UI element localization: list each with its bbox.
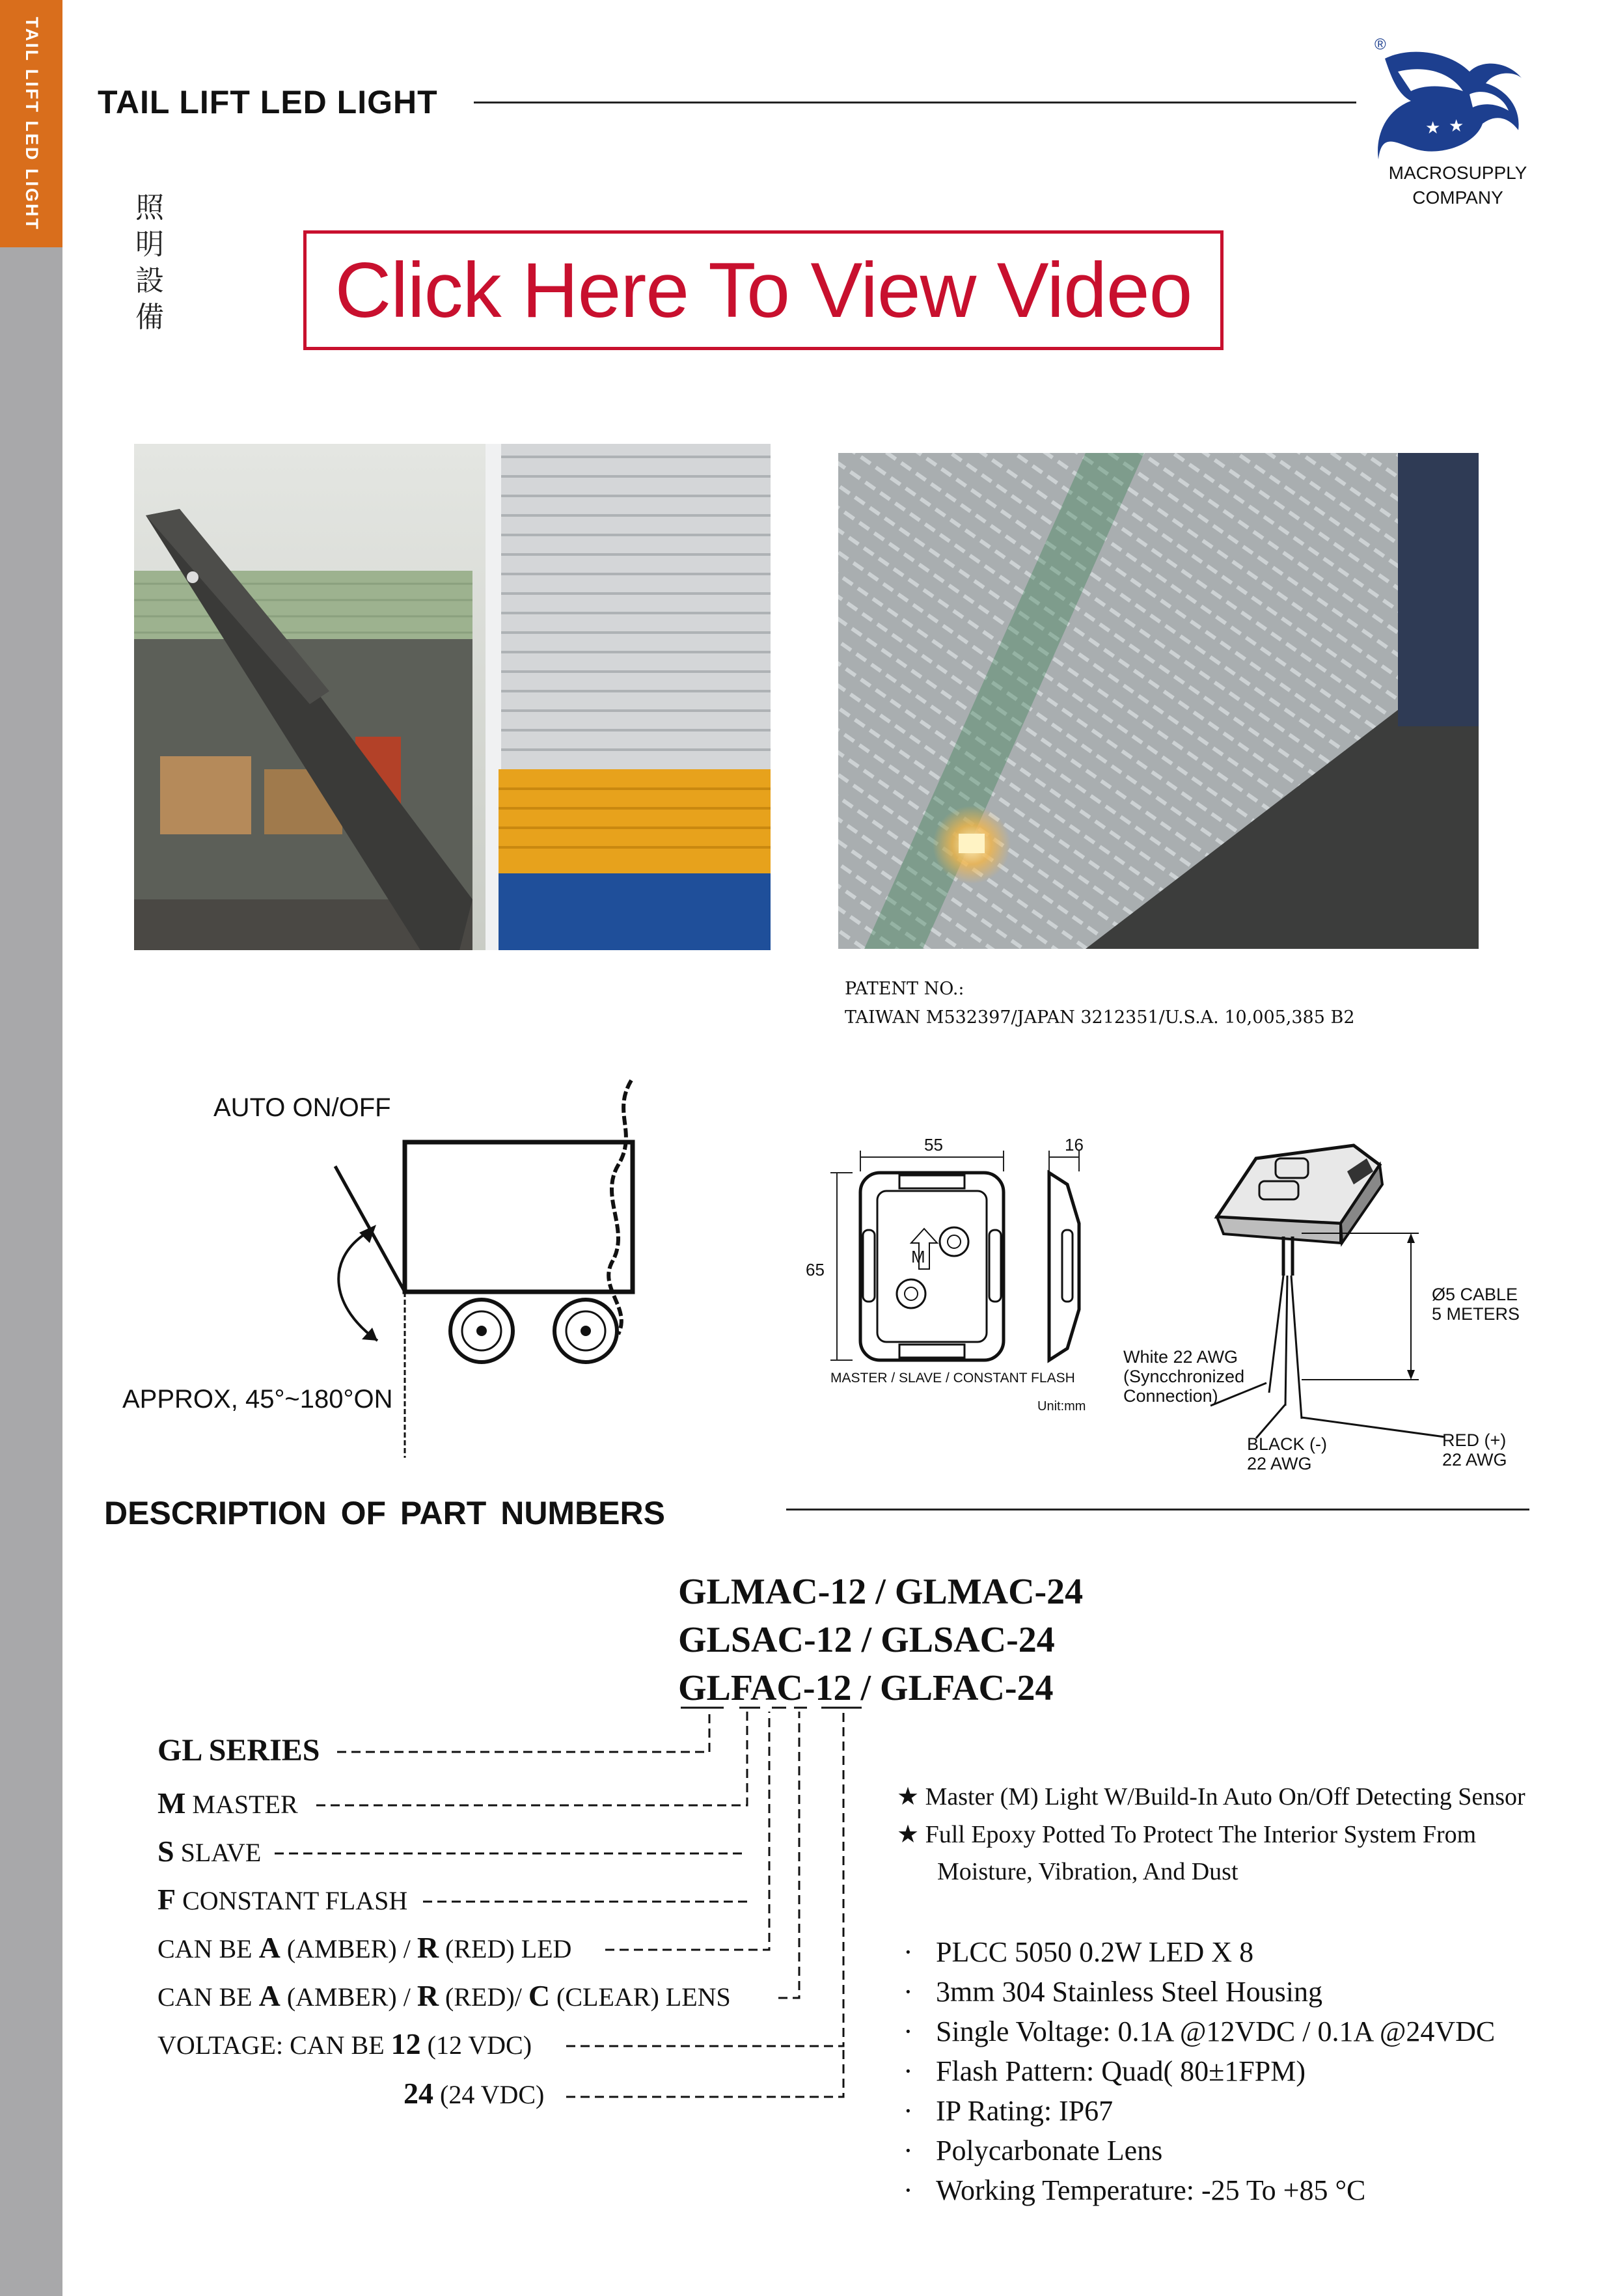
spec-item	[903, 1975, 1322, 2008]
legend-m-letter: M	[157, 1786, 186, 1820]
legend-volt-24-post: (24 VDC)	[433, 2080, 545, 2109]
legend-lens-a: A	[258, 1979, 280, 2012]
vertical-cjk-label: 照明設備	[135, 191, 164, 334]
spec-text: IP Rating: IP67	[936, 2095, 1114, 2127]
patent-heading: PATENT NO.:	[845, 979, 964, 999]
black-wire-label: BLACK (-)	[1247, 1434, 1328, 1454]
spec-text: PLCC 5050 0.2W LED X 8	[936, 1936, 1254, 1968]
legend-volt-12: 12	[390, 2027, 421, 2060]
bullet: ·	[903, 2016, 913, 2047]
white-wire-note-2: Connection)	[1123, 1386, 1218, 1406]
dimension-depth: 16	[1065, 1135, 1084, 1155]
legend-flash	[157, 1882, 407, 1917]
svg-text:★: ★	[1425, 118, 1441, 138]
legend-lens-color	[157, 1978, 731, 2013]
logo-company-name: MACROSUPPLY	[1388, 163, 1527, 183]
legend-volt-pre: VOLTAGE: CAN BE	[157, 2030, 391, 2060]
legend-lens-post: (CLEAR) LENS	[550, 1982, 731, 2012]
legend-lens-pre: CAN BE	[157, 1982, 259, 2012]
legend-led-a: A	[258, 1931, 280, 1964]
dimension-height: 65	[806, 1260, 825, 1279]
spec-item	[903, 2094, 1113, 2127]
page-title: TAIL LIFT LED LIGHT	[98, 84, 438, 120]
red-wire-label: RED (+)	[1442, 1430, 1507, 1450]
bullet: ·	[903, 2055, 913, 2087]
svg-text:★: ★	[1449, 116, 1464, 136]
legend-led-mid: (AMBER) /	[280, 1934, 417, 1963]
bullet: ·	[903, 2135, 913, 2166]
legend-lens-mid1: (AMBER) /	[280, 1982, 417, 2012]
bullet: ·	[903, 1936, 913, 1968]
legend-gl-series	[157, 1732, 320, 1768]
legend-voltage	[157, 2027, 532, 2061]
legend-led-pre: CAN BE	[157, 1934, 259, 1963]
bullet: ·	[903, 1976, 913, 2008]
legend-f-text: CONSTANT FLASH	[176, 1886, 408, 1915]
part-number-row: GLFAC-12 / GLFAC-24	[678, 1668, 1054, 1708]
black-wire-gauge: 22 AWG	[1247, 1454, 1312, 1473]
legend-s-text: SLAVE	[174, 1838, 262, 1867]
view-video-label: Click Here To View Video	[335, 247, 1192, 334]
feature-item-continued: Moisture, Vibration, And Dust	[937, 1858, 1238, 1885]
legend-slave	[157, 1834, 261, 1868]
spec-text: Single Voltage: 0.1A @12VDC / 0.1A @24VDC	[936, 2016, 1496, 2047]
legend-lens-c: C	[528, 1979, 551, 2012]
dimension-unit: Unit:mm	[1037, 1399, 1086, 1414]
sidebar-label-text: TAIL LIFT LED LIGHT	[21, 16, 42, 231]
legend-led-r: R	[417, 1931, 439, 1964]
registered-mark: ®	[1375, 36, 1386, 53]
bullet: ·	[903, 2174, 913, 2206]
spec-text: Polycarbonate Lens	[936, 2135, 1163, 2166]
spec-item	[903, 2174, 1365, 2207]
part-number-row: GLSAC-12 / GLSAC-24	[678, 1620, 1055, 1660]
dimension-width: 55	[924, 1135, 943, 1155]
logo-company-suffix: COMPANY	[1412, 187, 1503, 208]
legend-volt-post: (12 VDC)	[420, 2030, 532, 2060]
svg-text:M: M	[911, 1247, 925, 1266]
legend-m-text: MASTER	[185, 1790, 298, 1819]
section-title: DESCRIPTION OF PART NUMBERS	[104, 1495, 665, 1531]
feature-item: ★ Full Epoxy Potted To Protect The Interior System From	[897, 1821, 1477, 1848]
spec-item	[903, 2015, 1495, 2048]
patent-numbers: TAIWAN M532397/JAPAN 3212351/U.S.A. 10,005,385 B2	[845, 1007, 1355, 1028]
dimension-caption: MASTER / SLAVE / CONSTANT FLASH	[830, 1371, 1075, 1386]
spec-item	[903, 2055, 1306, 2088]
red-wire-gauge: 22 AWG	[1442, 1450, 1507, 1469]
legend-gl-text: GL SERIES	[157, 1733, 320, 1768]
legend-voltage-24	[404, 2076, 544, 2111]
white-wire-label: White 22 AWG	[1123, 1347, 1238, 1367]
spec-text: Working Temperature: -25 To +85 °C	[936, 2174, 1366, 2206]
feature-item: ★ Master (M) Light W/Build-In Auto On/Off Detecting Sensor	[897, 1783, 1525, 1811]
legend-led-color	[157, 1930, 571, 1965]
white-wire-note: (Syncchronized	[1123, 1367, 1245, 1386]
auto-on-off-label: AUTO ON/OFF	[213, 1093, 391, 1122]
cable-diameter-label: Ø5 CABLE	[1432, 1285, 1518, 1304]
spec-item	[903, 1935, 1253, 1969]
cable-length-label: 5 METERS	[1432, 1304, 1520, 1324]
spec-text: Flash Pattern: Quad( 80±1FPM)	[936, 2055, 1306, 2087]
spec-text: 3mm 304 Stainless Steel Housing	[936, 1976, 1322, 2008]
legend-lens-r: R	[417, 1979, 439, 2012]
angle-range-label: APPROX, 45°~180°ON	[122, 1385, 393, 1414]
part-number-row: GLMAC-12 / GLMAC-24	[678, 1572, 1084, 1612]
legend-volt-24: 24	[404, 2077, 433, 2110]
legend-f-letter: F	[157, 1883, 176, 1916]
legend-s-letter: S	[157, 1835, 174, 1868]
spec-item	[903, 2134, 1162, 2167]
legend-lens-mid2: (RED)/	[439, 1982, 528, 2012]
legend-master	[157, 1786, 298, 1820]
legend-led-post: (RED) LED	[439, 1934, 572, 1963]
bullet: ·	[903, 2095, 913, 2127]
